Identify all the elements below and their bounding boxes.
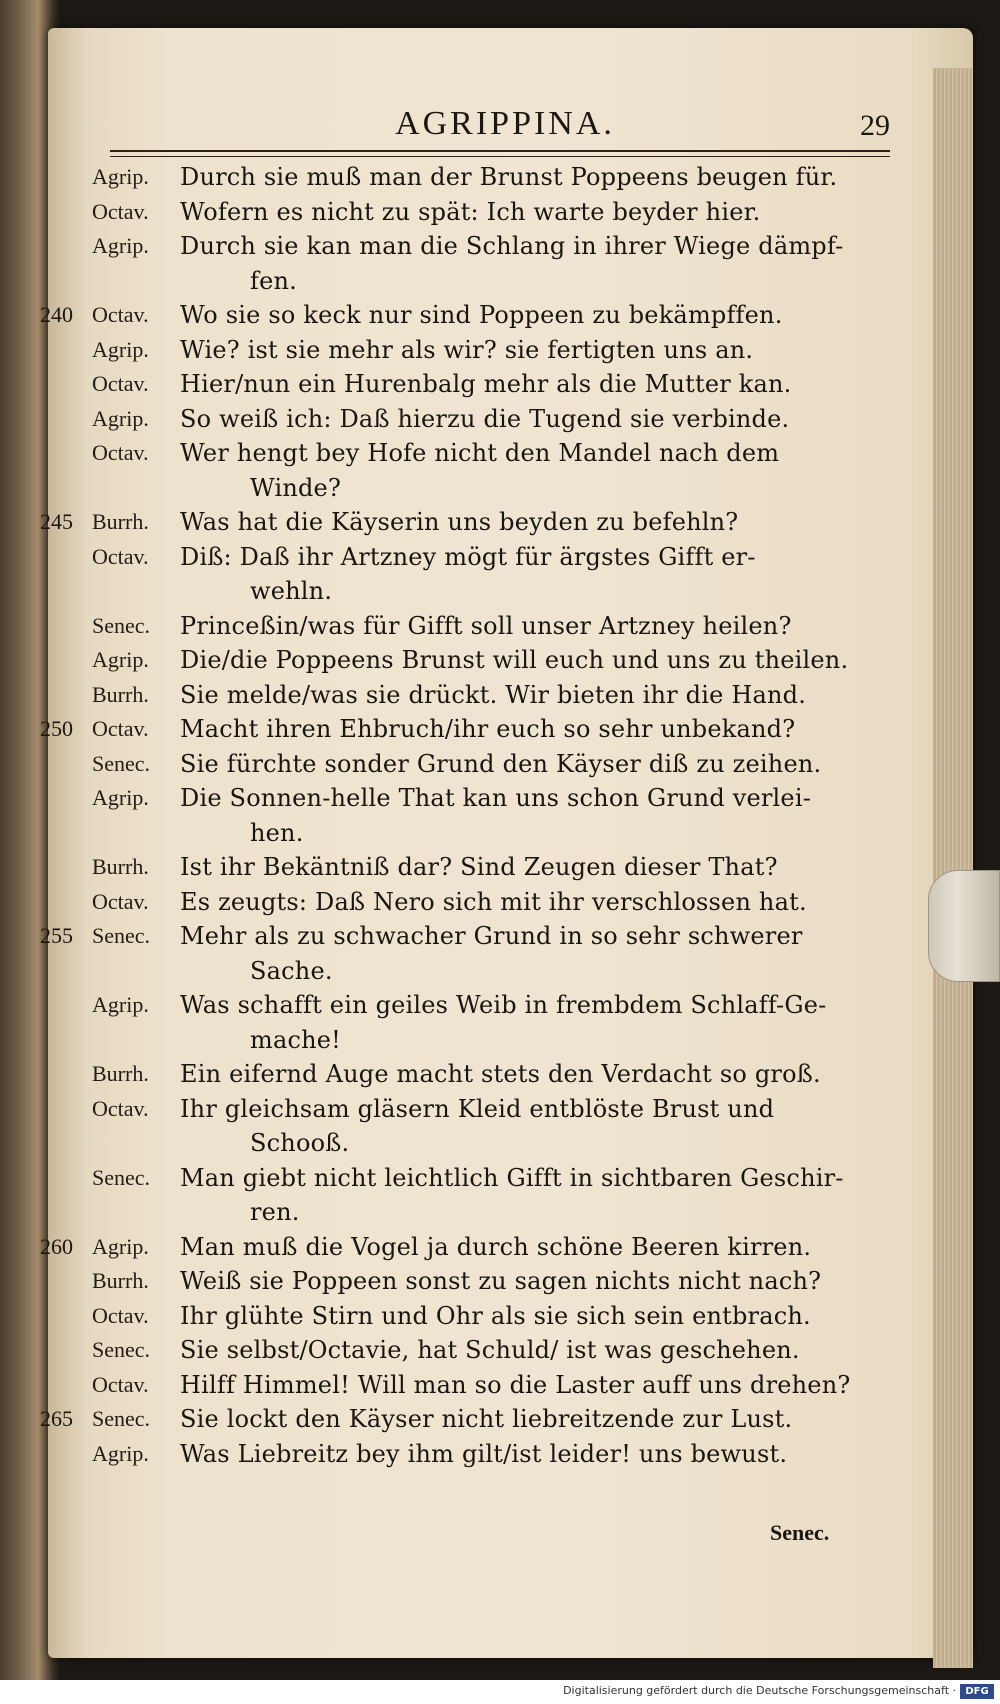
verse-line [40,298,900,333]
speaker-label: Burrh. [92,509,149,534]
verse-text-line: Winde? [250,473,342,502]
verse-line [40,1195,900,1230]
verse-line [40,1299,900,1334]
speaker-label: Octav. [92,302,149,327]
verse-text-line: Hier/nun ein Hurenbalg mehr als die Mutter kan. [180,370,792,398]
page-clip [928,870,1000,982]
verse-text-line: Sie melde/was sie drückt. Wir bieten ihr die Hand. [180,680,807,709]
verse-line [40,229,900,264]
line-number: 265 [40,1406,73,1431]
verse-text-line: Weiß sie Poppeen sonst zu sagen nichts nicht nach? [180,1267,822,1295]
line-number: 250 [40,716,73,741]
verse-text-line: fen. [250,266,297,295]
verse-text-line: mache! [250,1025,342,1054]
running-title: AGRIPPINA. [395,105,615,142]
speaker-label: Octav. [92,1302,149,1328]
page-edges [933,68,973,1668]
verse-line [40,712,900,747]
speaker-label: Agrip. [92,233,149,258]
verse-line [40,954,900,989]
verse-line [40,885,900,920]
verse-text-line: Wer hengt bey Hofe nicht den Mandel nach dem [180,439,780,467]
verse-text-line: Was schafft ein geiles Weib in frembdem Schlaff-Ge- [180,991,827,1019]
speaker-label: Agrip. [92,1440,149,1466]
speaker-label: Senec. [92,1406,151,1431]
verse-text-line: Die/die Poppeens Brunst will euch und uns zu theilen. [180,646,849,674]
verse-text-line: Diß: Daß ihr Artzney mögt für ärgstes Gifft er- [180,542,756,571]
speaker-label: Agrip. [92,1233,149,1259]
verse-text-line: Was hat die Käyserin uns beyden zu befehln? [180,508,739,536]
verse-line [40,1023,900,1058]
speaker-label: Senec. [92,923,151,948]
speaker-label: Agrip. [92,405,149,431]
verse-line [40,747,900,782]
verse-line [40,264,900,299]
verse-line [40,643,900,678]
dfg-logo: DFG [960,1684,994,1699]
verse-line [40,402,900,437]
catchword: Senec. [770,1520,830,1545]
speaker-label: Senec. [92,750,151,776]
verse-line [40,574,900,609]
verse-text-line: Princeßin/was für Gifft soll unser Artzney heilen? [180,611,792,640]
verse-line [40,367,900,402]
verse-line [40,1333,900,1368]
verse-line [40,505,900,540]
verse-line [40,1126,900,1161]
verse-text-line: Sie selbst/Octavie, hat Schuld/ ist was geschehen. [180,1336,800,1364]
verse-text-line: Schooß. [250,1129,350,1157]
verse-line [40,1368,900,1403]
verse-line [40,1057,900,1092]
verse-line [40,1264,900,1299]
speaker-label: Octav. [92,1371,149,1397]
speaker-label: Agrip. [92,647,149,672]
verse-text [40,160,900,1471]
verse-line [40,850,900,885]
verse-text-line: Ein eifernd Auge macht stets den Verdacht so groß. [180,1060,821,1088]
verse-line [40,471,900,506]
verse-line [40,816,900,851]
verse-line [40,160,900,195]
verse-text-line: Durch sie muß man der Brunst Poppeens beugen für. [180,163,838,191]
speaker-label: Octav. [92,543,149,569]
verse-line [40,333,900,368]
verse-text-line: Man giebt nicht leichtlich Gifft in sichtbaren Geschir- [180,1163,844,1192]
verse-line [40,1230,900,1265]
verse-line [40,609,900,644]
line-number: 240 [40,302,73,327]
speaker-label: Octav. [92,440,149,465]
speaker-label: Octav. [92,716,149,741]
verse-text-line: Mehr als zu schwacher Grund in so sehr schwerer [180,922,803,950]
verse-line [40,1402,900,1437]
verse-text-line: Man muß die Vogel ja durch schöne Beeren kirren. [180,1232,812,1261]
verse-text-line: wehln. [250,577,333,605]
verse-text-line: Wofern es nicht zu spät: Ich warte beyder hier. [180,197,761,226]
verse-text-line: Wie? ist sie mehr als wir? sie fertigten uns an. [180,335,754,364]
verse-text-line: Die Sonnen-helle That kan uns schon Grund verlei- [180,784,812,812]
verse-text-line: Macht ihren Ehbruch/ihr euch so sehr unbekand? [180,715,796,743]
verse-text-line: Ist ihr Bekäntniß dar? Sind Zeugen dieser That? [180,853,778,881]
speaker-label: Senec. [92,612,151,638]
speaker-label: Agrip. [92,992,149,1017]
verse-line [40,919,900,954]
verse-line [40,436,900,471]
speaker-label: Burrh. [92,1061,149,1086]
funding-credit: Digitalisierung gefördert durch die Deutsche Forschungsgemeinschaft · [563,1684,956,1697]
line-number: 260 [40,1233,73,1259]
speaker-label: Burrh. [92,854,149,879]
speaker-label: Agrip. [92,785,149,810]
verse-text-line: Sie fürchte sonder Grund den Käyser diß zu zeihen. [180,749,822,778]
line-number: 245 [40,509,73,534]
verse-text-line: Sache. [250,956,333,985]
speaker-label: Burrh. [92,681,149,707]
verse-line [40,1092,900,1127]
verse-text-line: Ihr glühte Stirn und Ohr als sie sich sein entbrach. [180,1301,811,1330]
header-rule [110,150,890,157]
speaker-label: Burrh. [92,1268,149,1293]
verse-text-line: Sie lockt den Käyser nicht liebreitzende zur Lust. [180,1405,793,1433]
speaker-label: Senec. [92,1164,151,1190]
verse-text-line: Wo sie so keck nur sind Poppeen zu bekämpffen. [180,301,783,329]
verse-text-line: Es zeugts: Daß Nero sich mit ihr verschlossen hat. [180,887,807,916]
speaker-label: Senec. [92,1337,151,1362]
line-number: 255 [40,923,73,948]
footer-bar [0,1680,1000,1704]
speaker-label: Octav. [92,198,149,224]
speaker-label: Octav. [92,1095,149,1121]
verse-text-line: Was Liebreitz bey ihm gilt/ist leider! uns bewust. [180,1439,788,1468]
verse-text-line: Ihr gleichsam gläsern Kleid entblöste Brust und [180,1094,775,1123]
verse-text-line: hen. [250,818,304,847]
speaker-label: Agrip. [92,164,149,189]
verse-line [40,195,900,230]
verse-line [40,540,900,575]
page-number: 29 [860,109,890,142]
verse-line [40,988,900,1023]
speaker-label: Octav. [92,888,149,914]
verse-line [40,1437,900,1472]
verse-line [40,781,900,816]
verse-text-line: Hilff Himmel! Will man so die Laster auff uns drehen? [180,1370,851,1399]
verse-text-line: Durch sie kan man die Schlang in ihrer Wiege dämpf- [180,232,844,260]
verse-text-line: So weiß ich: Daß hierzu die Tugend sie verbinde. [180,404,790,433]
verse-line [40,678,900,713]
verse-text-line: ren. [250,1198,300,1226]
verse-line [40,1161,900,1196]
speaker-label: Octav. [92,371,149,396]
speaker-label: Agrip. [92,336,149,362]
